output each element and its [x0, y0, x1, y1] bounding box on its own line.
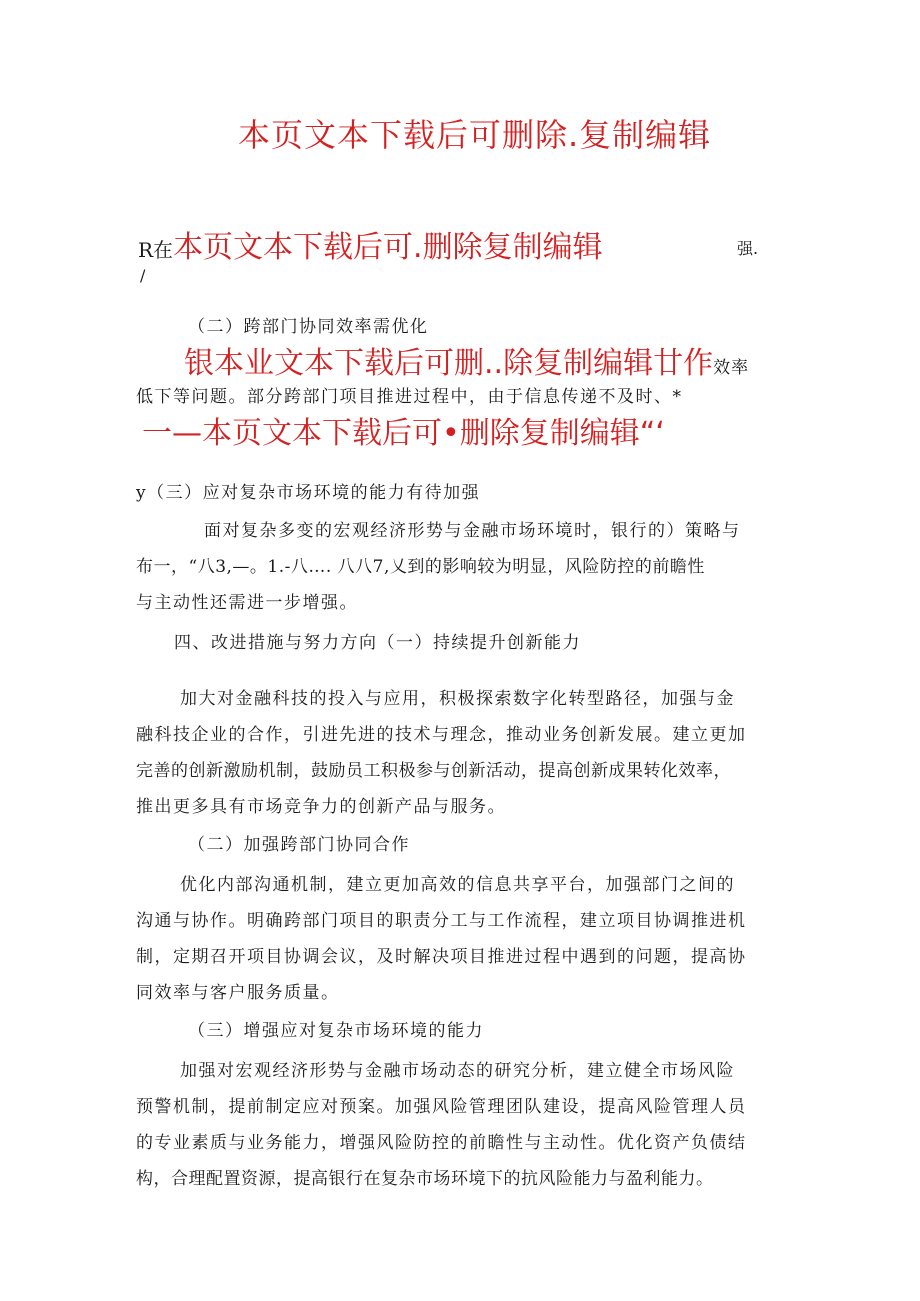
watermark-title: 本页文本下载后可删除.复制编辑: [238, 116, 712, 154]
section-4-1-line-4: 推出更多具有市场竞争力的创新产品与服务。: [136, 797, 506, 817]
line-5-suffix: 效率: [713, 358, 750, 378]
section-4-2-line-3: 制，定期召开项目协调会议，及时解决项目推进过程中遇到的问题，提高协: [136, 947, 747, 967]
line-7-red-text: 本页文本下载后可•删除复制编辑“‘: [202, 416, 665, 451]
line-5-prefix: 银: [184, 346, 214, 381]
section-4-2-line-1: 优化内部沟通机制，建立更加高效的信息共享平台，加强部门之间的: [180, 875, 735, 895]
section-4-2-line-2: 沟通与协作。明确跨部门项目的职责分工与工作流程，建立项目协调推进机: [136, 911, 747, 931]
section-2-3-line-1: 面对复杂多变的宏观经济形势与金融市场环境时，银行的）策略与: [204, 521, 741, 541]
watermark-line-2: [138, 222, 603, 266]
line-7-prefix: 一—: [142, 416, 202, 451]
watermark-line-5: [184, 338, 749, 382]
section-4-3-heading: （三）增强应对复杂市场环境的能力: [188, 1021, 484, 1041]
section-4-3-line-4: 构，合理配置资源，提高银行在复杂市场环境下的抗风险能力与盈利能力。: [136, 1169, 714, 1189]
section-2-3-line-3: 与主动性还需进一步增强。: [136, 593, 358, 613]
section-4-heading: 四、改进措施与努力方向（一）持续提升创新能力: [174, 633, 581, 653]
line-5-red-text: 本业文本下载后可删..除复制编辑廿作: [214, 346, 714, 381]
section-4-3-line-3: 的专业素质与业务能力，增强风险防控的前瞻性与主动性。优化资产负债结: [136, 1133, 747, 1153]
section-4-2-line-4: 同效率与客户服务质量。: [136, 983, 340, 1003]
line-2-prefix: R在: [138, 238, 174, 262]
section-2-2-heading: （二）跨部门协同效率需优化: [188, 317, 429, 337]
section-4-1-line-1: 加大对金融科技的投入与应用，积极探索数字化转型路径，加强与金: [180, 689, 735, 709]
body-line-6: 低下等问题。部分跨部门项目推进过程中，由于信息传递不及时、*: [136, 387, 683, 407]
section-4-2-heading: （二）加强跨部门协同合作: [188, 835, 410, 855]
section-4-3-line-1: 加强对宏观经济形势与金融市场动态的研究分析，建立健全市场风险: [180, 1061, 735, 1081]
line-2-suffix: 强.: [737, 239, 759, 258]
watermark-line-7: [142, 408, 665, 452]
section-4-3-line-2: 预警机制，提前制定应对预案。加强风险管理团队建设，提高风险管理人员: [136, 1097, 747, 1117]
line-2-red-text: 本页文本下载后可.删除复制编辑: [173, 230, 603, 265]
section-4-1-line-2: 融科技企业的合作，引进先进的技术与理念，推动业务创新发展。建立更加: [136, 725, 747, 745]
section-2-3-line-2: 布一，“八3,—。1.-八…. 八八7,乂到的影响较为明显，风险防控的前瞻性: [136, 557, 705, 577]
section-2-3-heading: y（三）应对复杂市场环境的能力有待加强: [136, 483, 481, 503]
line-2-slash: /: [140, 266, 146, 285]
section-4-1-line-3: 完善的创新激励机制，鼓励员工积极参与创新活动，提高创新成果转化效率，: [136, 761, 731, 781]
